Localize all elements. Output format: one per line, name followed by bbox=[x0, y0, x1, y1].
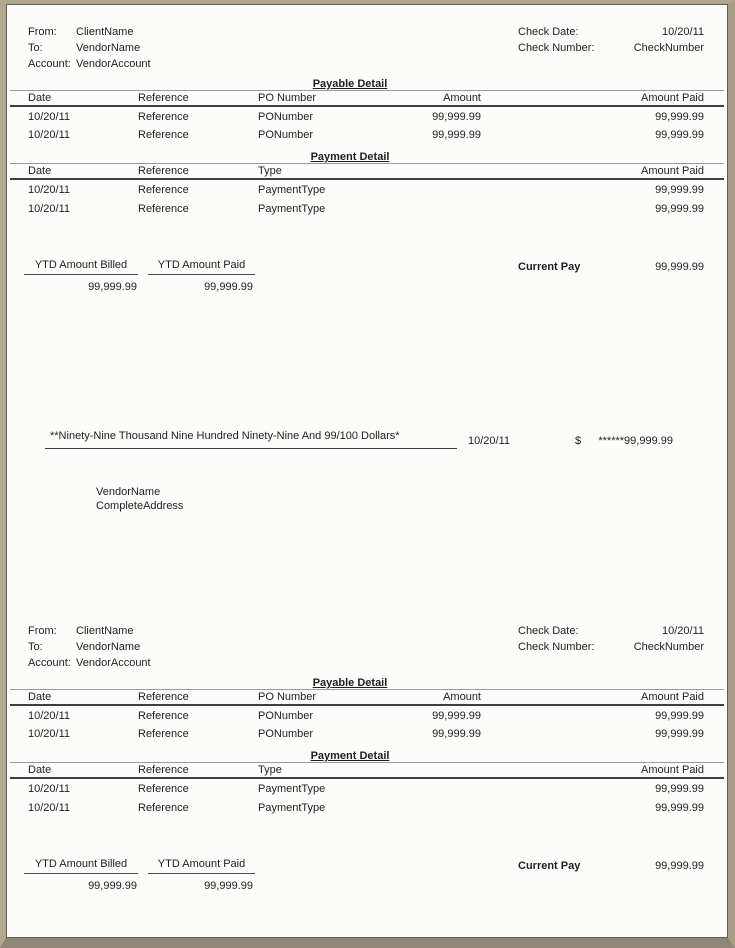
cell-amount-paid: 99,999.99 bbox=[655, 111, 704, 123]
cell-amount-paid: 99,999.99 bbox=[655, 802, 704, 814]
current-pay-label: Current Pay bbox=[518, 261, 581, 273]
col-header-date: Date bbox=[28, 92, 52, 104]
table-rule-top bbox=[10, 163, 724, 164]
cell-amount-paid: 99,999.99 bbox=[655, 783, 704, 795]
col-header-amount: Amount bbox=[443, 92, 481, 104]
col-header-amount-paid: Amount Paid bbox=[641, 764, 704, 776]
cell-date: 10/20/11 bbox=[28, 129, 71, 141]
cell-po-number: PONumber bbox=[258, 710, 314, 722]
check-number-value: CheckNumber bbox=[633, 42, 704, 54]
to-label: To: bbox=[28, 42, 43, 54]
cell-type: PaymentType bbox=[258, 184, 326, 196]
col-header-amount-paid: Amount Paid bbox=[641, 92, 704, 104]
col-header-po-number: PO Number bbox=[258, 691, 317, 703]
check-number-value: CheckNumber bbox=[633, 641, 704, 653]
cell-po-number: PONumber bbox=[258, 129, 314, 141]
table-rule-top bbox=[10, 689, 724, 690]
payee-name: VendorName bbox=[96, 486, 161, 498]
ytd-amount-paid-value: 99,999.99 bbox=[204, 880, 253, 892]
col-header-type: Type bbox=[258, 764, 282, 776]
cell-po-number: PONumber bbox=[258, 728, 314, 740]
account-label: Account: bbox=[28, 58, 71, 70]
currency-symbol: $ bbox=[575, 435, 582, 447]
col-header-po-number: PO Number bbox=[258, 92, 317, 104]
cell-amount: 99,999.99 bbox=[432, 710, 481, 722]
ytd-amount-paid-label: YTD Amount Paid bbox=[148, 259, 255, 275]
account-label: Account: bbox=[28, 657, 71, 669]
check-date-value: 10/20/11 bbox=[661, 26, 704, 38]
ytd-amount-billed-value: 99,999.99 bbox=[88, 281, 137, 293]
cell-amount-paid: 99,999.99 bbox=[655, 203, 704, 215]
cell-amount: 99,999.99 bbox=[432, 129, 481, 141]
check-number-label: Check Number: bbox=[518, 42, 595, 54]
col-header-reference: Reference bbox=[138, 92, 189, 104]
cell-date: 10/20/11 bbox=[28, 203, 71, 215]
payable-detail-title: Payable Detail bbox=[312, 677, 388, 689]
cell-amount-paid: 99,999.99 bbox=[655, 184, 704, 196]
table-rule-header bbox=[10, 704, 724, 706]
check-date-label: Check Date: bbox=[518, 26, 579, 38]
cell-amount: 99,999.99 bbox=[432, 728, 481, 740]
amount-in-words: **Ninety-Nine Thousand Nine Hundred Ninety-Nine And 99/100 Dollars* bbox=[45, 430, 457, 449]
table-rule-header bbox=[10, 105, 724, 107]
ytd-amount-billed-value: 99,999.99 bbox=[88, 880, 137, 892]
current-pay-label: Current Pay bbox=[518, 860, 581, 872]
cell-date: 10/20/11 bbox=[28, 111, 71, 123]
to-label: To: bbox=[28, 641, 43, 653]
table-rule-header bbox=[10, 777, 724, 779]
cell-date: 10/20/11 bbox=[28, 710, 71, 722]
table-rule-top bbox=[10, 762, 724, 763]
check-number-label: Check Number: bbox=[518, 641, 595, 653]
check-date: 10/20/11 bbox=[468, 435, 511, 447]
current-pay-value: 99,999.99 bbox=[655, 261, 704, 273]
cell-reference: Reference bbox=[138, 710, 189, 722]
payment-detail-title: Payment Detail bbox=[310, 151, 390, 163]
cell-type: PaymentType bbox=[258, 802, 326, 814]
ytd-amount-billed-label: YTD Amount Billed bbox=[24, 259, 138, 275]
from-label: From: bbox=[28, 625, 57, 637]
col-header-reference: Reference bbox=[138, 691, 189, 703]
cell-reference: Reference bbox=[138, 783, 189, 795]
ytd-amount-paid-label: YTD Amount Paid bbox=[148, 858, 255, 874]
col-header-reference: Reference bbox=[138, 764, 189, 776]
cell-po-number: PONumber bbox=[258, 111, 314, 123]
check-amount-numeric: ******99,999.99 bbox=[598, 435, 673, 447]
cell-date: 10/20/11 bbox=[28, 184, 71, 196]
to-value: VendorName bbox=[76, 42, 141, 54]
check-date-label: Check Date: bbox=[518, 625, 579, 637]
check-date-value: 10/20/11 bbox=[661, 625, 704, 637]
col-header-amount-paid: Amount Paid bbox=[641, 691, 704, 703]
cell-type: PaymentType bbox=[258, 203, 326, 215]
cell-date: 10/20/11 bbox=[28, 783, 71, 795]
cell-reference: Reference bbox=[138, 203, 189, 215]
cell-reference: Reference bbox=[138, 111, 189, 123]
col-header-amount-paid: Amount Paid bbox=[641, 165, 704, 177]
cell-date: 10/20/11 bbox=[28, 802, 71, 814]
from-value: ClientName bbox=[76, 625, 134, 637]
col-header-date: Date bbox=[28, 691, 52, 703]
account-value: VendorAccount bbox=[76, 58, 151, 70]
current-pay-value: 99,999.99 bbox=[655, 860, 704, 872]
cell-amount-paid: 99,999.99 bbox=[655, 710, 704, 722]
cell-amount: 99,999.99 bbox=[432, 111, 481, 123]
table-rule-header bbox=[10, 178, 724, 180]
cell-amount-paid: 99,999.99 bbox=[655, 129, 704, 141]
payable-detail-title: Payable Detail bbox=[312, 78, 388, 90]
payee-address: CompleteAddress bbox=[96, 500, 184, 512]
from-value: ClientName bbox=[76, 26, 134, 38]
cell-amount-paid: 99,999.99 bbox=[655, 728, 704, 740]
cell-reference: Reference bbox=[138, 728, 189, 740]
col-header-type: Type bbox=[258, 165, 282, 177]
col-header-reference: Reference bbox=[138, 165, 189, 177]
table-rule-top bbox=[10, 90, 724, 91]
col-header-date: Date bbox=[28, 165, 52, 177]
cell-reference: Reference bbox=[138, 129, 189, 141]
to-value: VendorName bbox=[76, 641, 141, 653]
cell-reference: Reference bbox=[138, 184, 189, 196]
col-header-date: Date bbox=[28, 764, 52, 776]
cell-reference: Reference bbox=[138, 802, 189, 814]
remittance-stub-bottom bbox=[0, 599, 735, 909]
cell-date: 10/20/11 bbox=[28, 728, 71, 740]
account-value: VendorAccount bbox=[76, 657, 151, 669]
col-header-amount: Amount bbox=[443, 691, 481, 703]
from-label: From: bbox=[28, 26, 57, 38]
ytd-amount-paid-value: 99,999.99 bbox=[204, 281, 253, 293]
payment-detail-title: Payment Detail bbox=[310, 750, 390, 762]
cell-type: PaymentType bbox=[258, 783, 326, 795]
ytd-amount-billed-label: YTD Amount Billed bbox=[24, 858, 138, 874]
remittance-stub-top bbox=[0, 0, 735, 310]
